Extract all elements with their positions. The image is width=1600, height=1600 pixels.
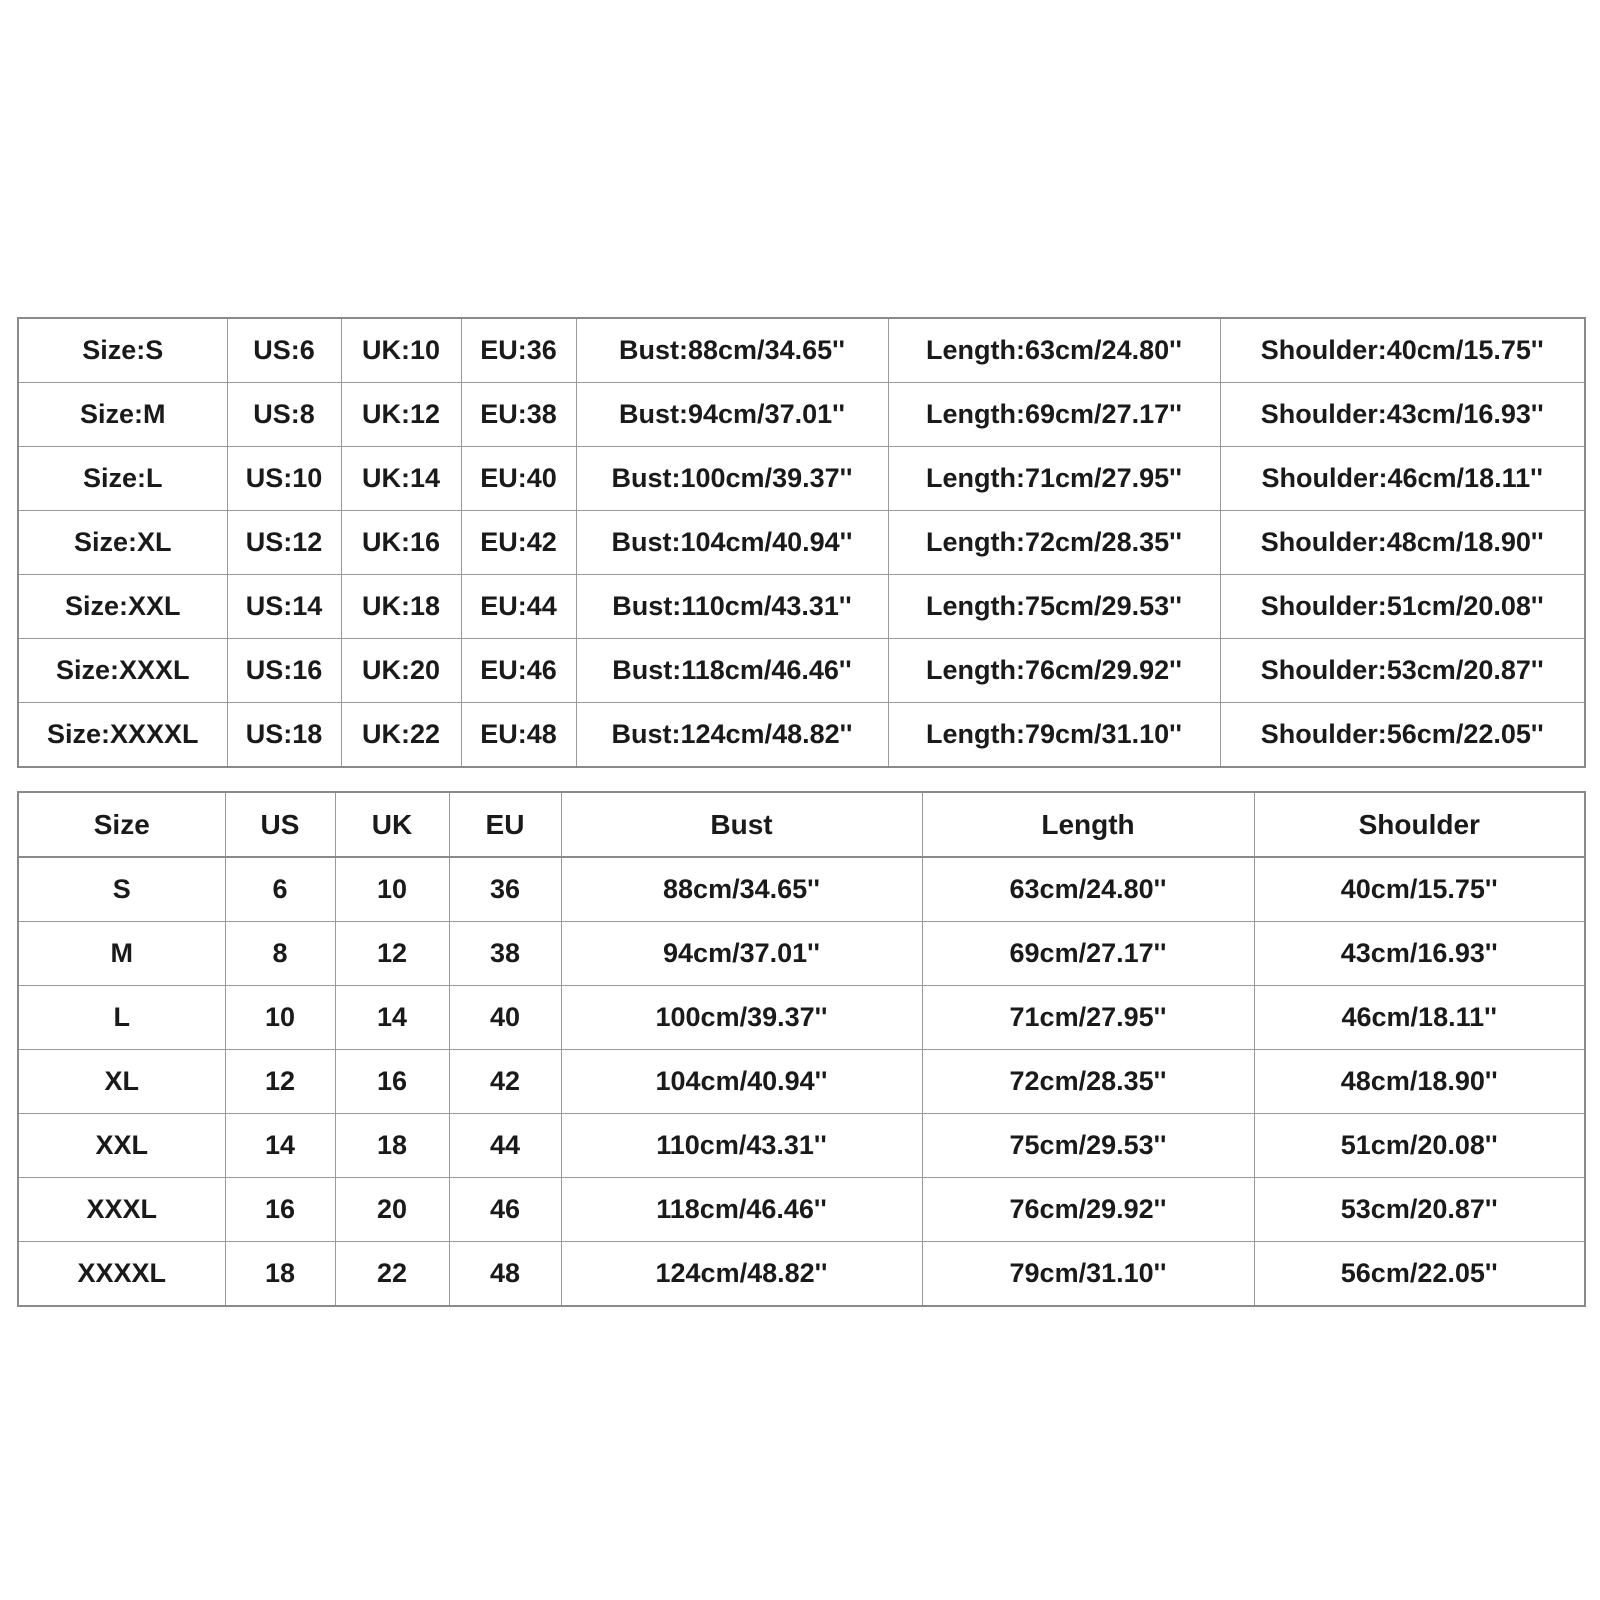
table-row bbox=[18, 318, 1585, 383]
cell-shoulder: 46cm/18.11'' bbox=[1254, 986, 1585, 1050]
cell-length: 72cm/28.35'' bbox=[922, 1050, 1254, 1114]
cell-shoulder: 56cm/22.05'' bbox=[1254, 1242, 1585, 1307]
cell-size: S bbox=[18, 857, 225, 922]
cell-size: XXXL bbox=[18, 1178, 225, 1242]
header-shoulder: Shoulder bbox=[1254, 792, 1585, 857]
cell-eu: EU:42 bbox=[461, 511, 576, 575]
cell-length: Length:69cm/27.17'' bbox=[888, 383, 1220, 447]
cell-uk: UK:14 bbox=[341, 447, 461, 511]
table-row bbox=[18, 922, 1585, 986]
cell-eu: EU:40 bbox=[461, 447, 576, 511]
table-row bbox=[18, 986, 1585, 1050]
cell-us: 16 bbox=[225, 1178, 335, 1242]
cell-uk: UK:18 bbox=[341, 575, 461, 639]
table-row bbox=[18, 1114, 1585, 1178]
cell-length: 76cm/29.92'' bbox=[922, 1178, 1254, 1242]
cell-length: Length:75cm/29.53'' bbox=[888, 575, 1220, 639]
cell-length: Length:72cm/28.35'' bbox=[888, 511, 1220, 575]
cell-bust: 104cm/40.94'' bbox=[561, 1050, 922, 1114]
table-row bbox=[18, 703, 1585, 768]
cell-eu: 46 bbox=[449, 1178, 561, 1242]
cell-shoulder: 48cm/18.90'' bbox=[1254, 1050, 1585, 1114]
cell-length: 75cm/29.53'' bbox=[922, 1114, 1254, 1178]
cell-size: M bbox=[18, 922, 225, 986]
cell-uk: UK:22 bbox=[341, 703, 461, 768]
cell-size: Size:XXXL bbox=[18, 639, 227, 703]
cell-eu: 44 bbox=[449, 1114, 561, 1178]
table-row bbox=[18, 1050, 1585, 1114]
header-bust: Bust bbox=[561, 792, 922, 857]
cell-size: Size:XXXXL bbox=[18, 703, 227, 768]
cell-length: Length:63cm/24.80'' bbox=[888, 318, 1220, 383]
cell-bust: Bust:110cm/43.31'' bbox=[576, 575, 888, 639]
cell-us: US:8 bbox=[227, 383, 341, 447]
cell-eu: EU:36 bbox=[461, 318, 576, 383]
table-row bbox=[18, 857, 1585, 922]
cell-uk: UK:10 bbox=[341, 318, 461, 383]
cell-bust: 118cm/46.46'' bbox=[561, 1178, 922, 1242]
header-eu: EU bbox=[449, 792, 561, 857]
cell-eu: EU:44 bbox=[461, 575, 576, 639]
header-size: Size bbox=[18, 792, 225, 857]
cell-length: 79cm/31.10'' bbox=[922, 1242, 1254, 1307]
cell-uk: 20 bbox=[335, 1178, 449, 1242]
cell-size: Size:L bbox=[18, 447, 227, 511]
cell-size: L bbox=[18, 986, 225, 1050]
cell-us: US:16 bbox=[227, 639, 341, 703]
cell-shoulder: 43cm/16.93'' bbox=[1254, 922, 1585, 986]
cell-shoulder: Shoulder:53cm/20.87'' bbox=[1220, 639, 1585, 703]
cell-size: Size:S bbox=[18, 318, 227, 383]
cell-bust: Bust:88cm/34.65'' bbox=[576, 318, 888, 383]
cell-shoulder: 40cm/15.75'' bbox=[1254, 857, 1585, 922]
cell-us: US:12 bbox=[227, 511, 341, 575]
cell-uk: 16 bbox=[335, 1050, 449, 1114]
cell-shoulder: 53cm/20.87'' bbox=[1254, 1178, 1585, 1242]
cell-shoulder: Shoulder:51cm/20.08'' bbox=[1220, 575, 1585, 639]
cell-shoulder: Shoulder:56cm/22.05'' bbox=[1220, 703, 1585, 768]
cell-bust: 100cm/39.37'' bbox=[561, 986, 922, 1050]
cell-uk: 12 bbox=[335, 922, 449, 986]
cell-size: Size:M bbox=[18, 383, 227, 447]
cell-eu: 36 bbox=[449, 857, 561, 922]
cell-size: Size:XL bbox=[18, 511, 227, 575]
cell-length: 71cm/27.95'' bbox=[922, 986, 1254, 1050]
cell-length: 63cm/24.80'' bbox=[922, 857, 1254, 922]
cell-length: Length:79cm/31.10'' bbox=[888, 703, 1220, 768]
cell-bust: 94cm/37.01'' bbox=[561, 922, 922, 986]
cell-uk: 10 bbox=[335, 857, 449, 922]
cell-us: US:10 bbox=[227, 447, 341, 511]
table-row bbox=[18, 639, 1585, 703]
cell-bust: Bust:104cm/40.94'' bbox=[576, 511, 888, 575]
cell-uk: 22 bbox=[335, 1242, 449, 1307]
cell-bust: 110cm/43.31'' bbox=[561, 1114, 922, 1178]
header-uk: UK bbox=[335, 792, 449, 857]
cell-shoulder: Shoulder:48cm/18.90'' bbox=[1220, 511, 1585, 575]
cell-us: 8 bbox=[225, 922, 335, 986]
cell-shoulder: Shoulder:40cm/15.75'' bbox=[1220, 318, 1585, 383]
cell-us: US:18 bbox=[227, 703, 341, 768]
cell-bust: 124cm/48.82'' bbox=[561, 1242, 922, 1307]
cell-uk: UK:20 bbox=[341, 639, 461, 703]
cell-eu: EU:48 bbox=[461, 703, 576, 768]
cell-shoulder: 51cm/20.08'' bbox=[1254, 1114, 1585, 1178]
cell-uk: 18 bbox=[335, 1114, 449, 1178]
cell-eu: 48 bbox=[449, 1242, 561, 1307]
cell-us: 6 bbox=[225, 857, 335, 922]
cell-us: 12 bbox=[225, 1050, 335, 1114]
cell-uk: UK:12 bbox=[341, 383, 461, 447]
table-row bbox=[18, 1178, 1585, 1242]
cell-size: XL bbox=[18, 1050, 225, 1114]
cell-eu: 42 bbox=[449, 1050, 561, 1114]
cell-bust: 88cm/34.65'' bbox=[561, 857, 922, 922]
size-chart-labeled bbox=[17, 317, 1586, 768]
cell-eu: EU:38 bbox=[461, 383, 576, 447]
cell-shoulder: Shoulder:46cm/18.11'' bbox=[1220, 447, 1585, 511]
cell-uk: UK:16 bbox=[341, 511, 461, 575]
table-row bbox=[18, 1242, 1585, 1307]
cell-us: US:14 bbox=[227, 575, 341, 639]
size-chart-plain bbox=[17, 791, 1586, 1307]
header-us: US bbox=[225, 792, 335, 857]
cell-length: Length:76cm/29.92'' bbox=[888, 639, 1220, 703]
header-length: Length bbox=[922, 792, 1254, 857]
cell-bust: Bust:94cm/37.01'' bbox=[576, 383, 888, 447]
cell-us: 14 bbox=[225, 1114, 335, 1178]
cell-size: XXL bbox=[18, 1114, 225, 1178]
cell-length: 69cm/27.17'' bbox=[922, 922, 1254, 986]
cell-eu: EU:46 bbox=[461, 639, 576, 703]
cell-us: 18 bbox=[225, 1242, 335, 1307]
table-row bbox=[18, 511, 1585, 575]
table-row bbox=[18, 383, 1585, 447]
cell-bust: Bust:100cm/39.37'' bbox=[576, 447, 888, 511]
cell-bust: Bust:124cm/48.82'' bbox=[576, 703, 888, 768]
table-header-row bbox=[18, 792, 1585, 857]
table-row bbox=[18, 575, 1585, 639]
cell-uk: 14 bbox=[335, 986, 449, 1050]
table-row bbox=[18, 447, 1585, 511]
cell-size: XXXXL bbox=[18, 1242, 225, 1307]
cell-bust: Bust:118cm/46.46'' bbox=[576, 639, 888, 703]
cell-us: 10 bbox=[225, 986, 335, 1050]
cell-shoulder: Shoulder:43cm/16.93'' bbox=[1220, 383, 1585, 447]
cell-eu: 40 bbox=[449, 986, 561, 1050]
cell-eu: 38 bbox=[449, 922, 561, 986]
cell-us: US:6 bbox=[227, 318, 341, 383]
cell-size: Size:XXL bbox=[18, 575, 227, 639]
cell-length: Length:71cm/27.95'' bbox=[888, 447, 1220, 511]
